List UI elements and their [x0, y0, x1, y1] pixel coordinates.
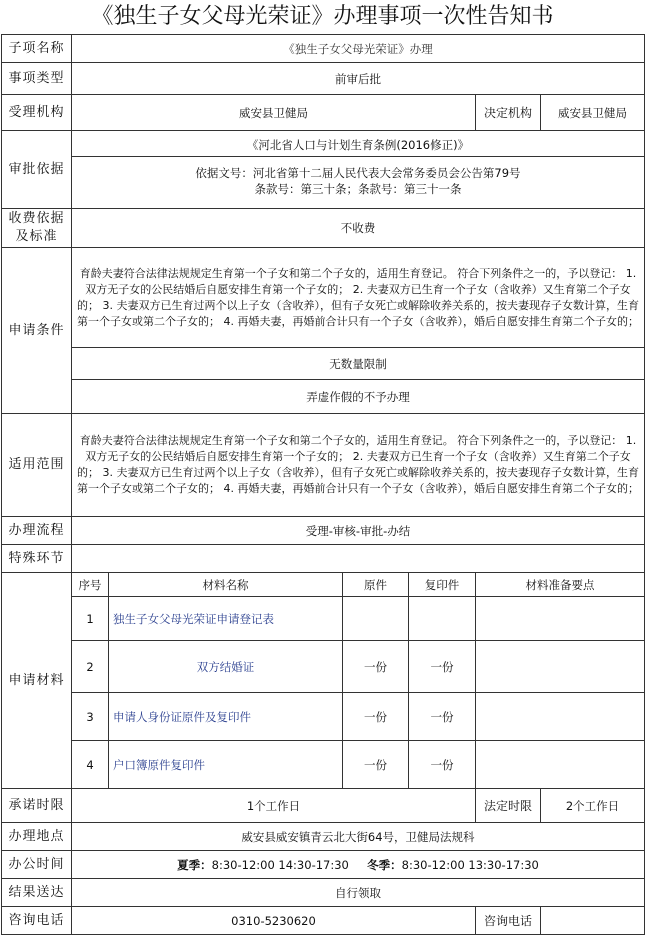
value-fraud-rule: 弄虚作假的不予办理: [72, 380, 645, 414]
materials-row-copy: 一份: [409, 741, 476, 789]
label-address: 办理地点: [2, 823, 72, 851]
label-legal: 法定时限: [476, 789, 541, 823]
materials-header-original: 原件: [343, 573, 409, 597]
materials-row-notes: [476, 597, 645, 641]
value-agency: 威安县卫健局: [72, 95, 476, 131]
summer-label: 夏季：: [177, 857, 212, 872]
label-scope: 适用范围: [2, 414, 72, 517]
value-decision: 威安县卫健局: [541, 95, 645, 131]
materials-row-name: 户口簿原件复印件: [109, 741, 343, 789]
label-sub-item: 子项名称: [2, 35, 72, 63]
materials-row-copy: 一份: [409, 693, 476, 741]
label-fee: 收费依据及标准: [2, 209, 72, 248]
label-conditions: 申请条件: [2, 248, 72, 414]
materials-row-copy: [409, 597, 476, 641]
winter-hours: 8:30-12:00 13:30-17:30: [401, 857, 539, 872]
label-materials: 申请材料: [2, 573, 72, 789]
value-quantity-limit: 无数量限制: [72, 348, 645, 380]
value-special: [72, 545, 645, 573]
label-phone-2: 咨询电话: [476, 907, 541, 935]
materials-row-no: 2: [72, 641, 109, 693]
materials-row-no: 4: [72, 741, 109, 789]
materials-row-original: 一份: [343, 693, 409, 741]
materials-row-name: 双方结婚证: [109, 641, 343, 693]
label-decision: 决定机构: [476, 95, 541, 131]
value-phone-2: [541, 907, 645, 935]
label-basis: 审批依据: [2, 131, 72, 209]
materials-header-notes: 材料准备要点: [476, 573, 645, 597]
label-type: 事项类型: [2, 63, 72, 95]
document-title: 《独生子女父母光荣证》办理事项一次性告知书: [91, 4, 554, 29]
basis-articles: 条款号：第三十条；条款号：第三十一条: [254, 182, 462, 196]
label-process: 办理流程: [2, 517, 72, 545]
materials-row-name: 独生子女父母光荣证申请登记表: [109, 597, 343, 641]
materials-row: [2, 693, 645, 741]
label-promise: 承诺时限: [2, 789, 72, 823]
materials-row-name: 申请人身份证原件及复印件: [109, 693, 343, 741]
value-fee: 不收费: [72, 209, 645, 248]
label-phone: 咨询电话: [2, 907, 72, 935]
basis-law-title: 《河北省人口与计划生育条例(2016修正)》: [72, 134, 644, 157]
value-scope: 育龄夫妻符合法律法规规定生育第一个子女和第二个子女的，适用生育登记。 符合下列条件之一的，予以登记： 1. 双方无子女的公民结婚后自愿安排生育第一个子女的； 2. 夫妻双方已生育一个子女（含收养）又生育第二个子女的； 3. 夫妻双方已生育过两个以上子女（含收养），但有子女死亡或解除收养关系的，按夫妻现存子女数计算，生育第一个子女或第二个子女的； 4. 再婚夫妻，再婚前合计只有一个子女（含收养），婚后自愿安排生育第二个子女的；: [72, 414, 645, 517]
value-delivery: 自行领取: [72, 879, 645, 907]
materials-row: [2, 641, 645, 693]
winter-label: 冬季：: [367, 857, 402, 872]
value-type: 前审后批: [72, 63, 645, 95]
label-delivery: 结果送达: [2, 879, 72, 907]
materials-header-copy: 复印件: [409, 573, 476, 597]
materials-header-no: 序号: [72, 573, 109, 597]
value-conditions: 育龄夫妻符合法律法规规定生育第一个子女和第二个子女的，适用生育登记。 符合下列条件之一的，予以登记： 1. 双方无子女的公民结婚后自愿安排生育第一个子女的； 2. 夫妻双方已生育一个子女（含收养）又生育第二个子女的； 3. 夫妻双方已生育过两个以上子女（含收养），但有子女死亡或解除收养关系的，按夫妻现存子女数计算，生育第一个子女或第二个子女的； 4. 再婚夫妻，再婚前合计只有一个子女（含收养），婚后自愿安排生育第二个子女的；: [72, 248, 645, 348]
value-hours: [72, 851, 645, 879]
materials-row-no: 1: [72, 597, 109, 641]
materials-row: [2, 741, 645, 789]
materials-row-original: 一份: [343, 641, 409, 693]
materials-header-name: 材料名称: [109, 573, 343, 597]
value-phone: 0310-5230620: [72, 907, 476, 935]
materials-row-copy: 一份: [409, 641, 476, 693]
materials-row-notes: [476, 741, 645, 789]
materials-row-no: 3: [72, 693, 109, 741]
materials-row-notes: [476, 641, 645, 693]
value-legal: 2个工作日: [541, 789, 645, 823]
value-sub-item: 《独生子女父母光荣证》办理: [72, 35, 645, 63]
value-basis: [72, 131, 645, 209]
materials-row-original: 一份: [343, 741, 409, 789]
label-special: 特殊环节: [2, 545, 72, 573]
materials-row: [2, 597, 645, 641]
label-hours: 办公时间: [2, 851, 72, 879]
value-address: 威安县威安镇青云北大街64号，卫健局法规科: [72, 823, 645, 851]
label-agency: 受理机构: [2, 95, 72, 131]
value-process: 受理-审核-审批-办结: [72, 517, 645, 545]
basis-doc-number: 依据文号：河北省第十二届人民代表大会常务委员会公告第79号: [195, 166, 521, 180]
materials-row-original: [343, 597, 409, 641]
notice-table: [1, 34, 645, 935]
value-promise: 1个工作日: [72, 789, 476, 823]
materials-row-notes: [476, 693, 645, 741]
summer-hours: 8:30-12:00 14:30-17:30: [211, 857, 349, 872]
